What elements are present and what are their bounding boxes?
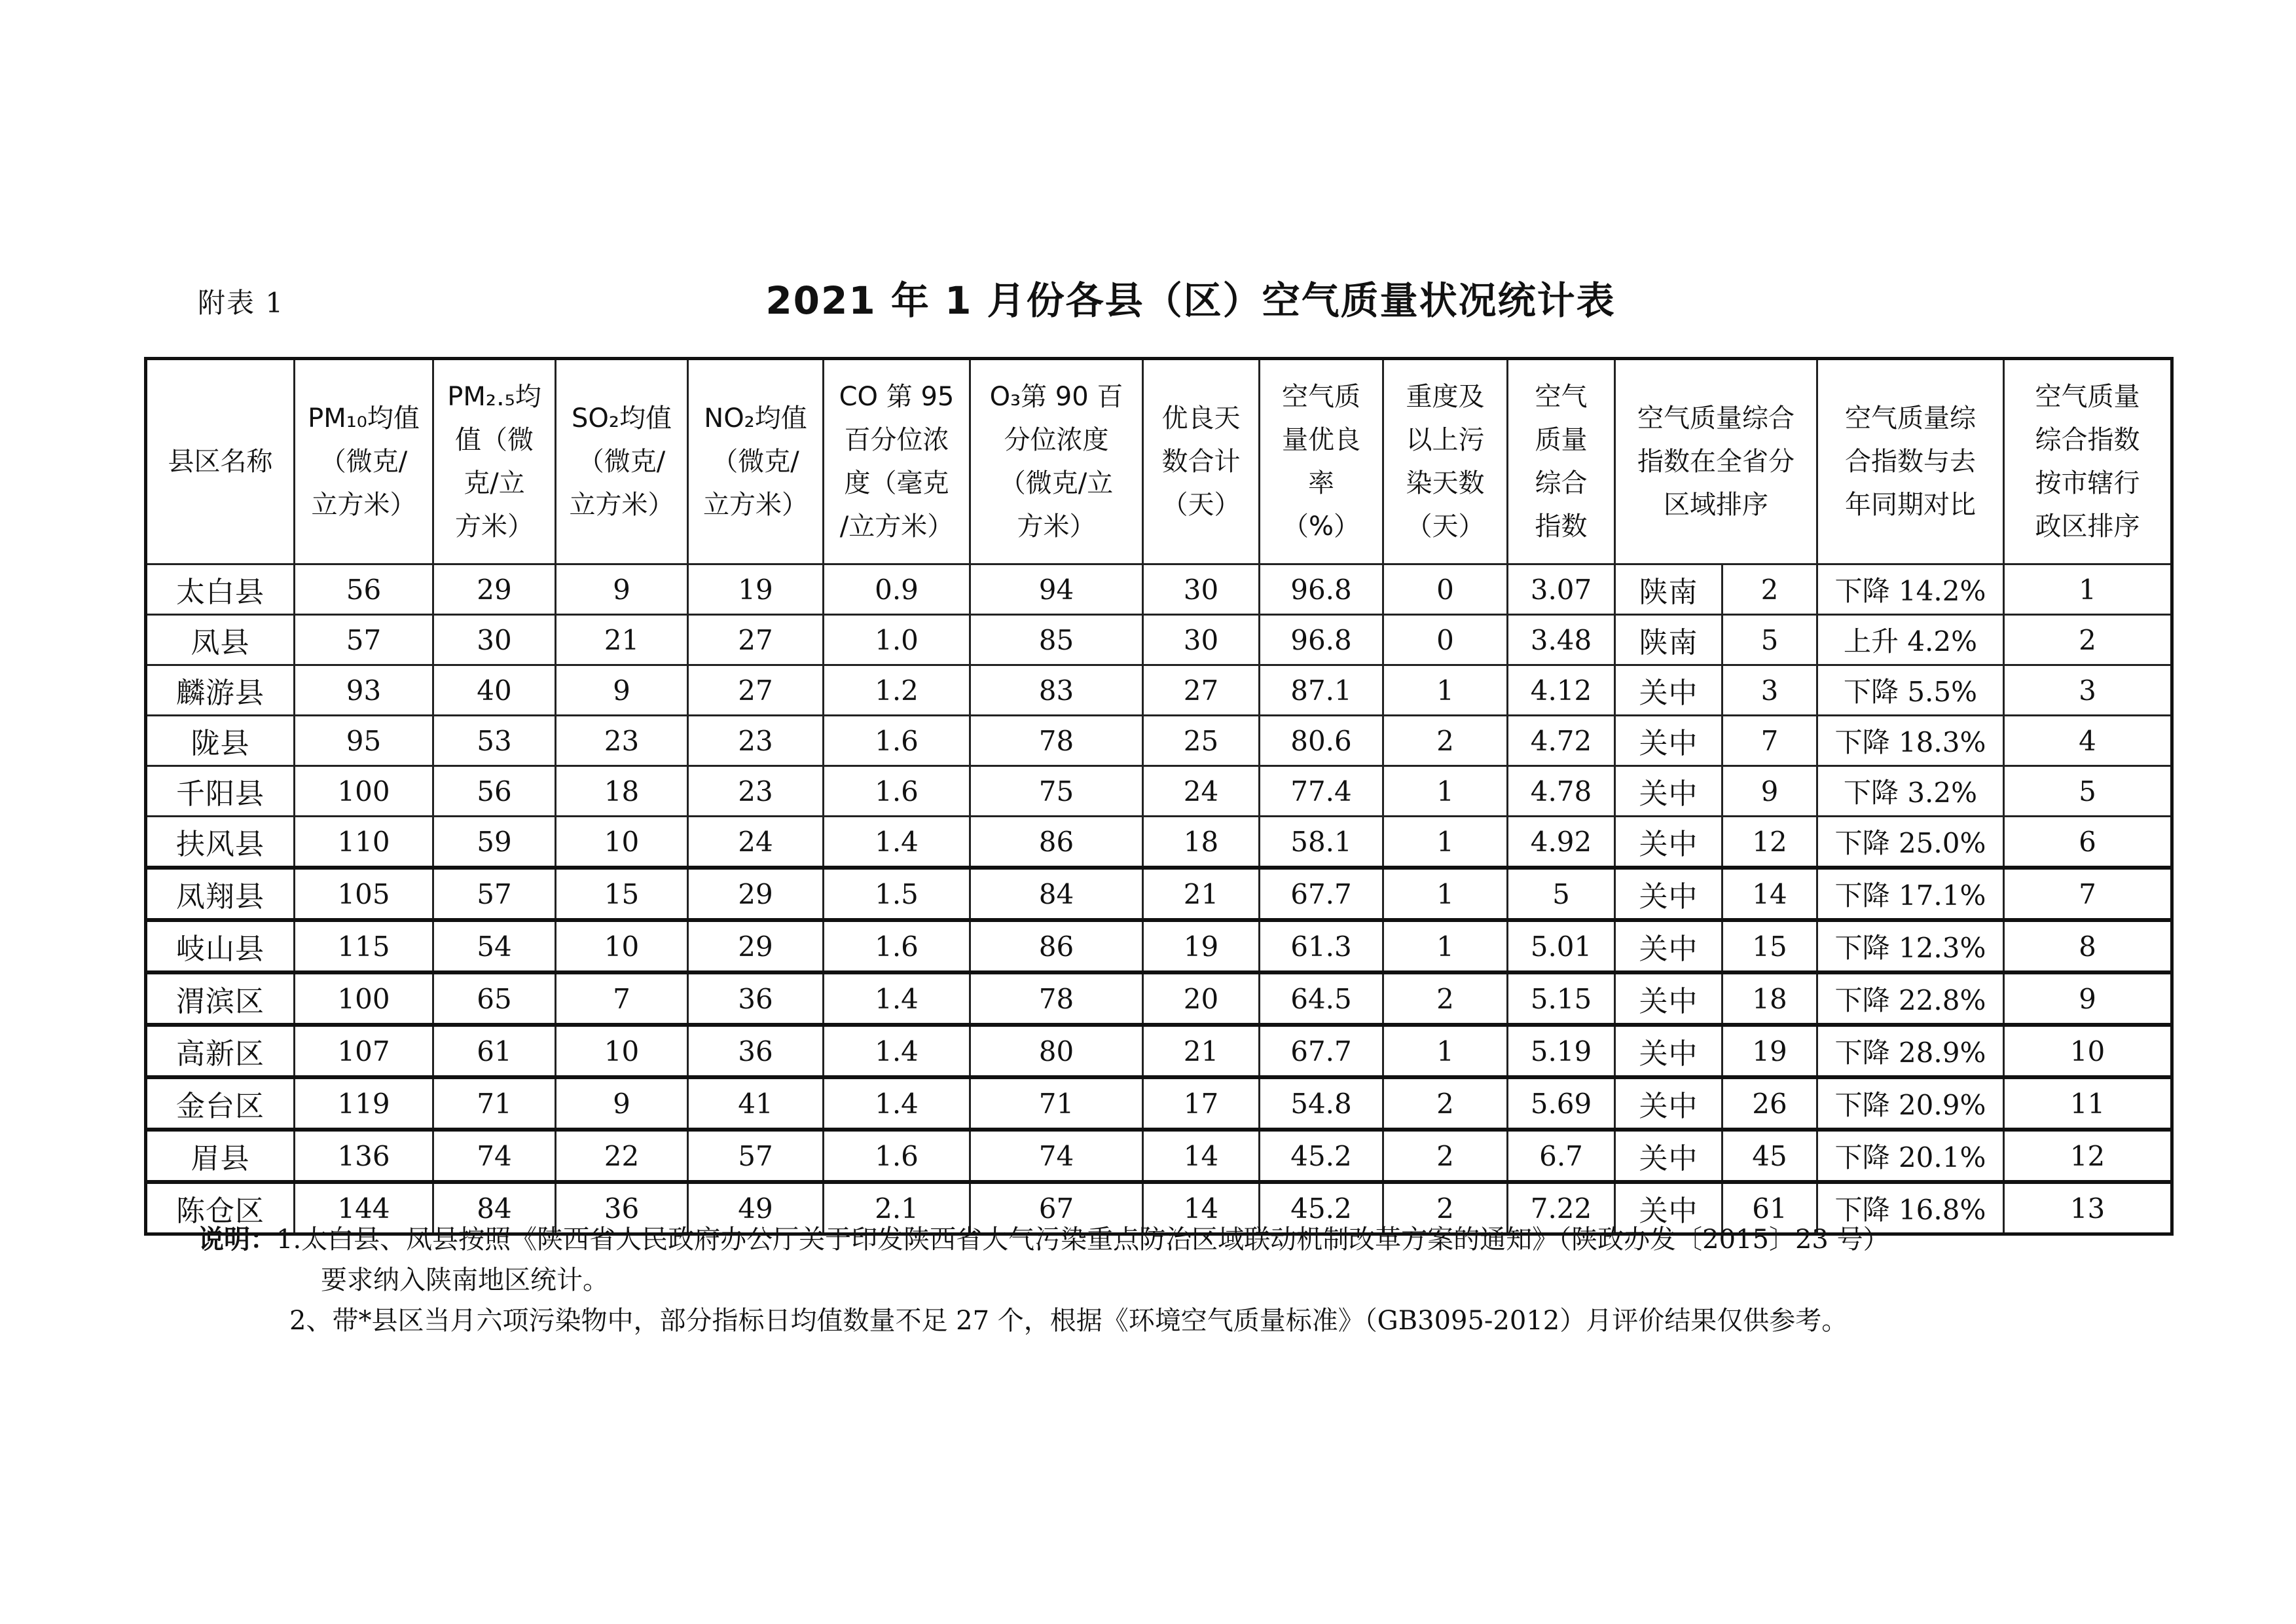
cell-region-rank: 45: [1722, 1130, 1817, 1182]
cell-so2: 22: [556, 1130, 688, 1182]
cell-co: 2.1: [824, 1182, 970, 1234]
cell-no2: 29: [688, 868, 824, 920]
cell-pm10: 93: [295, 665, 433, 716]
cell-region: 关中: [1615, 665, 1722, 716]
notes-lead: 说明：: [198, 1224, 276, 1255]
cell-region: 关中: [1615, 766, 1722, 817]
cell-region: 陕南: [1615, 564, 1722, 615]
cell-region-rank: 9: [1722, 766, 1817, 817]
cell-city-rank: 10: [2004, 1025, 2172, 1077]
cell-region-rank: 2: [1722, 564, 1817, 615]
cell-no2: 29: [688, 920, 824, 972]
cell-region: 关中: [1615, 1025, 1722, 1077]
cell-so2: 21: [556, 615, 688, 665]
cell-o3: 71: [970, 1077, 1143, 1130]
cell-good-rate: 58.1: [1260, 817, 1383, 868]
cell-yoy: 下降 28.9%: [1817, 1025, 2004, 1077]
cell-county: 太白县: [146, 564, 295, 615]
cell-yoy: 下降 14.2%: [1817, 564, 2004, 615]
cell-so2: 9: [556, 564, 688, 615]
cell-good-rate: 80.6: [1260, 716, 1383, 766]
cell-heavy-days: 2: [1383, 716, 1508, 766]
cell-so2: 10: [556, 817, 688, 868]
cell-index: 5.19: [1508, 1025, 1615, 1077]
cell-good-days: 19: [1143, 920, 1260, 972]
col-header-pm25: PM₂.₅均 值（微 克/立 方米）: [433, 359, 556, 564]
table-row: [146, 1077, 2172, 1130]
cell-o3: 86: [970, 817, 1143, 868]
cell-no2: 27: [688, 615, 824, 665]
cell-county: 渭滨区: [146, 972, 295, 1025]
cell-heavy-days: 0: [1383, 564, 1508, 615]
cell-region: 陕南: [1615, 615, 1722, 665]
cell-region-rank: 5: [1722, 615, 1817, 665]
cell-pm25: 56: [433, 766, 556, 817]
cell-no2: 41: [688, 1077, 824, 1130]
cell-so2: 10: [556, 920, 688, 972]
cell-so2: 9: [556, 665, 688, 716]
cell-city-rank: 4: [2004, 716, 2172, 766]
cell-county: 陈仓区: [146, 1182, 295, 1234]
cell-county: 岐山县: [146, 920, 295, 972]
cell-region-rank: 19: [1722, 1025, 1817, 1077]
cell-good-days: 30: [1143, 564, 1260, 615]
cell-o3: 78: [970, 716, 1143, 766]
cell-region: 关中: [1615, 1182, 1722, 1234]
cell-region-rank: 26: [1722, 1077, 1817, 1130]
cell-so2: 9: [556, 1077, 688, 1130]
cell-region-rank: 61: [1722, 1182, 1817, 1234]
table-row: [146, 868, 2172, 920]
cell-yoy: 下降 18.3%: [1817, 716, 2004, 766]
cell-yoy: 下降 20.1%: [1817, 1130, 2004, 1182]
cell-county: 凤县: [146, 615, 295, 665]
cell-city-rank: 2: [2004, 615, 2172, 665]
cell-good-days: 25: [1143, 716, 1260, 766]
cell-o3: 83: [970, 665, 1143, 716]
cell-good-rate: 87.1: [1260, 665, 1383, 716]
cell-city-rank: 1: [2004, 564, 2172, 615]
cell-good-rate: 45.2: [1260, 1130, 1383, 1182]
cell-city-rank: 6: [2004, 817, 2172, 868]
col-header-co: CO 第 95 百分位浓 度（毫克 /立方米）: [824, 359, 970, 564]
cell-pm10: 57: [295, 615, 433, 665]
notes: [198, 1219, 2168, 1341]
cell-county: 陇县: [146, 716, 295, 766]
cell-index: 4.72: [1508, 716, 1615, 766]
col-header-heavy-days: 重度及 以上污 染天数 （天）: [1383, 359, 1508, 564]
cell-pm25: 74: [433, 1130, 556, 1182]
cell-co: 1.4: [824, 817, 970, 868]
cell-good-rate: 61.3: [1260, 920, 1383, 972]
note-line-2: 2、带*县区当月六项污染物中，部分指标日均值数量不足 27 个，根据《环境空气质量标准》（GB3095-2012）月评价结果仅供参考。: [289, 1306, 1848, 1336]
cell-county: 高新区: [146, 1025, 295, 1077]
cell-yoy: 下降 17.1%: [1817, 868, 2004, 920]
cell-no2: 36: [688, 1025, 824, 1077]
cell-region: 关中: [1615, 868, 1722, 920]
cell-good-days: 27: [1143, 665, 1260, 716]
cell-county: 金台区: [146, 1077, 295, 1130]
cell-pm10: 56: [295, 564, 433, 615]
cell-o3: 75: [970, 766, 1143, 817]
annex-label: 附表 1: [198, 287, 285, 319]
col-header-no2: NO₂均值 （微克/ 立方米）: [688, 359, 824, 564]
note-line-1-cont: 要求纳入陕南地区统计。: [321, 1265, 609, 1295]
col-header-o3: O₃第 90 百 分位浓度 （微克/立 方米）: [970, 359, 1143, 564]
col-header-so2: SO₂均值 （微克/ 立方米）: [556, 359, 688, 564]
cell-o3: 74: [970, 1130, 1143, 1182]
cell-co: 1.6: [824, 1130, 970, 1182]
cell-pm25: 57: [433, 868, 556, 920]
cell-region: 关中: [1615, 1077, 1722, 1130]
cell-pm25: 84: [433, 1182, 556, 1234]
cell-good-days: 14: [1143, 1182, 1260, 1234]
cell-heavy-days: 2: [1383, 1077, 1508, 1130]
cell-heavy-days: 1: [1383, 665, 1508, 716]
cell-pm10: 105: [295, 868, 433, 920]
table-row: [146, 1130, 2172, 1182]
cell-no2: 23: [688, 716, 824, 766]
cell-yoy: 下降 25.0%: [1817, 817, 2004, 868]
table-row: [146, 665, 2172, 716]
cell-good-rate: 67.7: [1260, 868, 1383, 920]
col-header-region-rank: 空气质量综合 指数在全省分 区域排序: [1615, 359, 1817, 564]
cell-heavy-days: 1: [1383, 817, 1508, 868]
cell-good-days: 24: [1143, 766, 1260, 817]
table-body: [146, 564, 2172, 1234]
air-quality-table: [144, 357, 2174, 1236]
cell-city-rank: 9: [2004, 972, 2172, 1025]
cell-no2: 24: [688, 817, 824, 868]
cell-co: 1.0: [824, 615, 970, 665]
cell-so2: 36: [556, 1182, 688, 1234]
cell-so2: 15: [556, 868, 688, 920]
cell-pm10: 107: [295, 1025, 433, 1077]
col-header-county: 县区名称: [146, 359, 295, 564]
cell-pm25: 53: [433, 716, 556, 766]
cell-county: 麟游县: [146, 665, 295, 716]
cell-pm10: 115: [295, 920, 433, 972]
cell-pm25: 40: [433, 665, 556, 716]
cell-heavy-days: 1: [1383, 868, 1508, 920]
cell-no2: 27: [688, 665, 824, 716]
col-header-pm10: PM₁₀均值 （微克/ 立方米）: [295, 359, 433, 564]
cell-region-rank: 7: [1722, 716, 1817, 766]
cell-yoy: 下降 20.9%: [1817, 1077, 2004, 1130]
cell-o3: 86: [970, 920, 1143, 972]
cell-co: 1.2: [824, 665, 970, 716]
cell-so2: 10: [556, 1025, 688, 1077]
cell-region: 关中: [1615, 1130, 1722, 1182]
cell-county: 眉县: [146, 1130, 295, 1182]
cell-heavy-days: 0: [1383, 615, 1508, 665]
table-row: [146, 564, 2172, 615]
cell-o3: 80: [970, 1025, 1143, 1077]
cell-pm25: 30: [433, 615, 556, 665]
cell-co: 1.4: [824, 972, 970, 1025]
cell-good-rate: 54.8: [1260, 1077, 1383, 1130]
cell-yoy: 下降 22.8%: [1817, 972, 2004, 1025]
document-title: 2021 年 1 月份各县（区）空气质量状况统计表: [765, 278, 1616, 323]
cell-yoy: 上升 4.2%: [1817, 615, 2004, 665]
cell-city-rank: 13: [2004, 1182, 2172, 1234]
cell-co: 1.6: [824, 766, 970, 817]
cell-index: 5.01: [1508, 920, 1615, 972]
cell-o3: 84: [970, 868, 1143, 920]
cell-good-rate: 45.2: [1260, 1182, 1383, 1234]
col-header-index: 空气 质量 综合 指数: [1508, 359, 1615, 564]
cell-index: 4.78: [1508, 766, 1615, 817]
cell-city-rank: 5: [2004, 766, 2172, 817]
cell-index: 7.22: [1508, 1182, 1615, 1234]
cell-pm10: 110: [295, 817, 433, 868]
cell-county: 千阳县: [146, 766, 295, 817]
table-row: [146, 920, 2172, 972]
col-header-good-days: 优良天 数合计 （天）: [1143, 359, 1260, 564]
cell-pm25: 65: [433, 972, 556, 1025]
cell-index: 4.92: [1508, 817, 1615, 868]
cell-no2: 23: [688, 766, 824, 817]
col-header-city-rank: 空气质量 综合指数 按市辖行 政区排序: [2004, 359, 2172, 564]
cell-no2: 36: [688, 972, 824, 1025]
table-row: [146, 1025, 2172, 1077]
cell-heavy-days: 2: [1383, 972, 1508, 1025]
cell-index: 5.15: [1508, 972, 1615, 1025]
cell-pm10: 95: [295, 716, 433, 766]
cell-co: 1.6: [824, 920, 970, 972]
cell-no2: 57: [688, 1130, 824, 1182]
cell-index: 5.69: [1508, 1077, 1615, 1130]
cell-city-rank: 3: [2004, 665, 2172, 716]
cell-pm25: 59: [433, 817, 556, 868]
cell-good-rate: 77.4: [1260, 766, 1383, 817]
cell-pm25: 54: [433, 920, 556, 972]
cell-good-days: 30: [1143, 615, 1260, 665]
cell-heavy-days: 1: [1383, 1025, 1508, 1077]
cell-index: 6.7: [1508, 1130, 1615, 1182]
col-header-yoy: 空气质量综 合指数与去 年同期对比: [1817, 359, 2004, 564]
cell-so2: 18: [556, 766, 688, 817]
cell-county: 凤翔县: [146, 868, 295, 920]
table-row: [146, 766, 2172, 817]
cell-good-rate: 67.7: [1260, 1025, 1383, 1077]
cell-good-days: 21: [1143, 868, 1260, 920]
cell-co: 1.6: [824, 716, 970, 766]
cell-index: 4.12: [1508, 665, 1615, 716]
cell-co: 0.9: [824, 564, 970, 615]
cell-pm10: 144: [295, 1182, 433, 1234]
cell-pm10: 100: [295, 766, 433, 817]
table-row: [146, 972, 2172, 1025]
cell-yoy: 下降 16.8%: [1817, 1182, 2004, 1234]
cell-pm10: 136: [295, 1130, 433, 1182]
cell-o3: 85: [970, 615, 1143, 665]
cell-region: 关中: [1615, 920, 1722, 972]
cell-pm10: 100: [295, 972, 433, 1025]
cell-region-rank: 3: [1722, 665, 1817, 716]
cell-index: 3.07: [1508, 564, 1615, 615]
cell-heavy-days: 2: [1383, 1182, 1508, 1234]
cell-index: 5: [1508, 868, 1615, 920]
cell-heavy-days: 2: [1383, 1130, 1508, 1182]
cell-city-rank: 7: [2004, 868, 2172, 920]
cell-yoy: 下降 12.3%: [1817, 920, 2004, 972]
cell-co: 1.4: [824, 1025, 970, 1077]
cell-good-days: 14: [1143, 1130, 1260, 1182]
cell-pm25: 29: [433, 564, 556, 615]
cell-region: 关中: [1615, 972, 1722, 1025]
col-header-good-rate: 空气质 量优良 率 （%）: [1260, 359, 1383, 564]
header-row: [146, 359, 2172, 564]
cell-yoy: 下降 3.2%: [1817, 766, 2004, 817]
cell-pm25: 61: [433, 1025, 556, 1077]
cell-no2: 49: [688, 1182, 824, 1234]
cell-good-days: 20: [1143, 972, 1260, 1025]
cell-o3: 94: [970, 564, 1143, 615]
cell-yoy: 下降 5.5%: [1817, 665, 2004, 716]
cell-o3: 78: [970, 972, 1143, 1025]
cell-region: 关中: [1615, 716, 1722, 766]
cell-city-rank: 11: [2004, 1077, 2172, 1130]
cell-city-rank: 8: [2004, 920, 2172, 972]
cell-pm10: 119: [295, 1077, 433, 1130]
cell-index: 3.48: [1508, 615, 1615, 665]
cell-region-rank: 15: [1722, 920, 1817, 972]
table-header: [146, 359, 2172, 564]
cell-good-days: 17: [1143, 1077, 1260, 1130]
cell-region-rank: 18: [1722, 972, 1817, 1025]
cell-city-rank: 12: [2004, 1130, 2172, 1182]
cell-good-days: 21: [1143, 1025, 1260, 1077]
cell-pm25: 71: [433, 1077, 556, 1130]
cell-region-rank: 14: [1722, 868, 1817, 920]
cell-good-rate: 96.8: [1260, 564, 1383, 615]
cell-good-rate: 96.8: [1260, 615, 1383, 665]
note-line-1: [198, 1219, 2168, 1260]
cell-good-days: 18: [1143, 817, 1260, 868]
table-row: [146, 615, 2172, 665]
cell-region-rank: 12: [1722, 817, 1817, 868]
note-1-text: 1.太白县、凤县按照《陕西省人民政府办公厅关于印发陕西省大气污染重点防治区域联动机制改革方案的通知》（陕政办发〔2015〕23 号）: [276, 1225, 1889, 1255]
cell-so2: 7: [556, 972, 688, 1025]
cell-co: 1.4: [824, 1077, 970, 1130]
table-row: [146, 716, 2172, 766]
cell-o3: 67: [970, 1182, 1143, 1234]
cell-region: 关中: [1615, 817, 1722, 868]
table-row: [146, 817, 2172, 868]
cell-heavy-days: 1: [1383, 766, 1508, 817]
cell-co: 1.5: [824, 868, 970, 920]
cell-heavy-days: 1: [1383, 920, 1508, 972]
cell-good-rate: 64.5: [1260, 972, 1383, 1025]
cell-county: 扶风县: [146, 817, 295, 868]
cell-no2: 19: [688, 564, 824, 615]
cell-so2: 23: [556, 716, 688, 766]
